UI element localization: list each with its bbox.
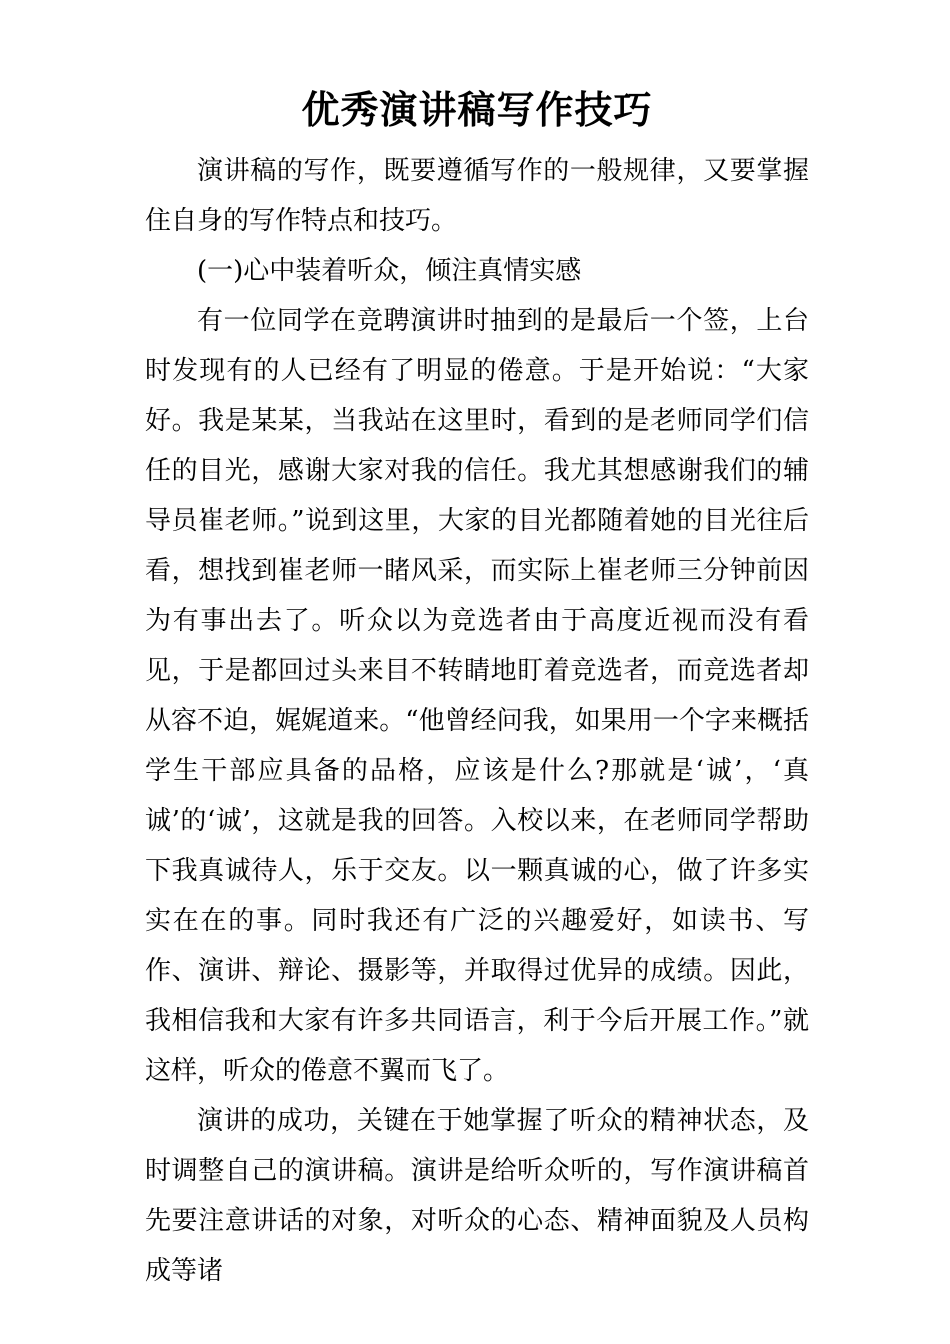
paragraph-example: 有一位同学在竞聘演讲时抽到的是最后一个签，上台时发现有的人已经有了明显的倦意。于是开始说：“大家好。我是某某，当我站在这里时，看到的是老师同学们信任的目光，感谢大家对我的信任。我尤其想感谢我们的辅导员崔老师。”说到这里，大家的目光都随着她的目光往后看，想找到崔老师一睹风采，而实际上崔老师三分钟前因为有事出去了。听众以为竞选者由于高度近视而没有看见，于是都回过头来目不转睛地盯着竞选者，而竞选者却从容不迫，娓娓道来。“他曾经问我，如果用一个字来概括学生干部应具备的品格，应该是什么?那就是‘诚’，‘真诚’的‘诚’，这就是我的回答。入校以来，在老师同学帮助下我真诚待人，乐于交友。以一颗真诚的心，做了许多实实在在的事。同时我还有广泛的兴趣爱好，如读书、写作、演讲、辩论、摄影等，并取得过优异的成绩。因此，我相信我和大家有许多共同语言，利于今后开展工作。”就这样，听众的倦意不翼而飞了。 [145,306,809,1086]
document-title: 优秀演讲稿写作技巧 [301,87,653,132]
paragraph-analysis: 演讲的成功，关键在于她掌握了听众的精神状态，及时调整自己的演讲稿。演讲是给听众听的，写作演讲稿首先要注意讲话的对象，对听众的心态、精神面貌及人员构成等诸 [145,1106,809,1286]
section-heading: (一)心中装着听众，倾注真情实感 [197,256,582,286]
paragraph-intro: 演讲稿的写作，既要遵循写作的一般规律，又要掌握住自身的写作特点和技巧。 [145,156,809,236]
document-page [145,84,809,1296]
document-body [145,146,809,1296]
